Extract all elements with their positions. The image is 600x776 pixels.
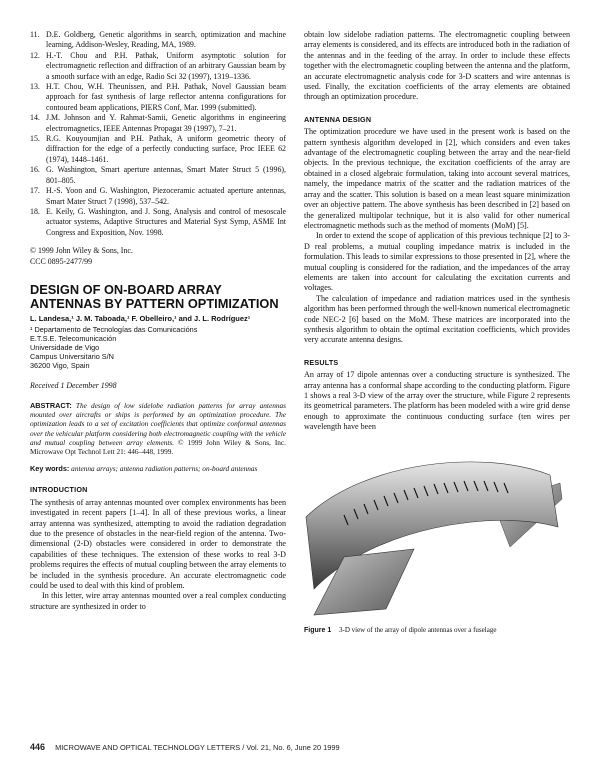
left-column bbox=[30, 30, 286, 612]
reference-number: 11. bbox=[30, 30, 40, 39]
figure-caption-text: 3-D view of the array of dipole antennas over a fuselage bbox=[338, 625, 497, 634]
reference-number: 15. bbox=[30, 134, 40, 144]
article-authors: L. Landesa,¹ J. M. Taboada,¹ F. Obelleiro,¹ and J. L. Rodríguez¹ bbox=[30, 314, 251, 324]
reference-number: 17. bbox=[30, 186, 40, 196]
reference-item bbox=[30, 51, 286, 82]
affiliation-line: E.T.S.E. Telecomunicación bbox=[30, 333, 117, 343]
reference-text: H.T. Chou, W.H. Theunissen, and P.H. Pathak, Novel Gaussian beam approach for fast synthesis of large reflector antenna configurations for contoured beam applications, PIERS Conf, Mar. 1999 (submitted). bbox=[46, 82, 286, 112]
figure-label: Figure 1 bbox=[304, 626, 332, 634]
reference-text: J.M. Johnson and Y. Rahmat-Samii, Genetic algorithms in engineering electromagnetics, IEEE Antennas Propagat 39 (1997), 7–21. bbox=[46, 113, 286, 133]
design-paragraph: The calculation of impedance and radiation matrices used in the synthesis algorithm has been performed through the well-known numerical electromagnetic code NEC-2 [6] based on the MoM. These matrices are incorporated into the synthesis algorithm to obtain the optimal excitation coefficients, which provides very accurate antenna designs. bbox=[304, 293, 570, 345]
reference-number: 16. bbox=[30, 165, 40, 175]
reference-item bbox=[30, 113, 286, 134]
introduction-paragraph: In this letter, wire array antennas mounted over a real complex conducting structure are synthesized in order to bbox=[30, 591, 286, 611]
section-heading-introduction: INTRODUCTION bbox=[30, 485, 88, 495]
reference-item bbox=[30, 134, 286, 165]
reference-item bbox=[30, 82, 286, 113]
ccc-code: CCC 0895-2477/99 bbox=[30, 256, 93, 266]
reference-number: 18. bbox=[30, 206, 40, 216]
reference-number: 12. bbox=[30, 50, 40, 60]
page-footer bbox=[30, 742, 570, 752]
keywords bbox=[30, 464, 286, 473]
reference-number: 13. bbox=[30, 82, 40, 92]
affiliation-line: Campus Universitario S/N bbox=[30, 352, 114, 362]
copyright-line: © 1999 John Wiley & Sons, Inc. bbox=[30, 246, 133, 256]
design-paragraph: The optimization procedure we have used in the present work is based on the pattern synthesis algorithm developed in [2], which considers and even takes advantage of the electromagnetic coupling between the array and the near-field objects. In the previous technique, the excitation coefficients of the array are obtained in a closed algebraic formulation, taking into account several matrices, namely, the impedance matrix of the scatter and the radiation matrices of the array and the scatter. This solution is based on a mean least square minimization over an objective pattern. The above synthesis has been described in [2] based on the generalized multipolar technique, but it is also valid for other numerical electromagnetic methods such as the method of moments (MoM) [5]. bbox=[304, 127, 570, 230]
affiliation-line: ¹ Departamento de Tecnologías das Comunicacións bbox=[30, 324, 198, 334]
abstract-citation: © 1999 John Wiley & Sons, Inc. Microwave Opt Technol Lett 21: 446–448, 1999. bbox=[30, 437, 286, 456]
reference-text: R.G. Kouyoumjian and P.H. Pathak, A uniform geometric theory of diffraction for the edge of a perfectly conducting surface, Proc IEEE 62 (1974), 1448–1461. bbox=[46, 134, 286, 164]
figure-caption bbox=[304, 625, 570, 636]
abstract-label: ABSTRACT: bbox=[30, 400, 72, 410]
reference-text: H.-S. Yoon and G. Washington, Piezoceramic actuated aperture antennas, Smart Mater Struct 7 (1998), 537–542. bbox=[46, 186, 286, 206]
affiliation bbox=[30, 325, 286, 371]
affiliation-line: 36200 Vigo, Spain bbox=[30, 361, 90, 371]
reference-list bbox=[30, 30, 286, 238]
reference-number: 14. bbox=[30, 113, 40, 123]
reference-text: E. Keily, G. Washington, and J. Song, Analysis and control of mesoscale actuator systems, Adaptive Structures and Material Syst Symp, ASME Int Congress and Exposition, Nov. 1998. bbox=[46, 206, 286, 237]
abstract-text: The design of low sidelobe radiation patterns for array antennas mounted over aircrafts or ships is performed by an optimization procedure. The optimization leads to a set of excitation coefficients that optimize conformal antennas over the vehicular platform considering both electromagnetic coupling with the vehicle and mutual coupling between array elements. bbox=[30, 400, 286, 447]
reference-item bbox=[30, 186, 286, 207]
results-paragraph: An array of 17 dipole antennas over a conducting structure is synthesized. The array antenna has a conformal shape according to the conducting platform. Figure 1 shows a real 3-D view of the array over the structure, while Figure 2 represents its geometrical parameters. The platform has been modeled with a wire grid dense enough to approximate the continuous conducting surface (ten wires per wavelength have been bbox=[304, 370, 570, 432]
abstract bbox=[30, 401, 286, 456]
keywords-text: antenna arrays; antenna radiation patterns; on-board antennas bbox=[71, 464, 258, 474]
copyright-block bbox=[30, 246, 286, 267]
reference-text: G. Washington, Smart aperture antennas, Smart Mater Struct 5 (1996), 801–805. bbox=[46, 165, 286, 185]
reference-item bbox=[30, 30, 286, 51]
affiliation-line: Universidade de Vigo bbox=[30, 342, 100, 352]
reference-text: D.E. Goldberg, Genetic algorithms in search, optimization and machine learning, Addison-Wesley, Reading, MA, 1989. bbox=[46, 30, 286, 50]
right-column bbox=[304, 30, 570, 636]
journal-citation: MICROWAVE AND OPTICAL TECHNOLOGY LETTERS / Vol. 21, No. 6, June 20 1999 bbox=[55, 743, 340, 752]
introduction-paragraph: The synthesis of array antennas mounted over complex environments has been investigated in recent papers [1–4]. In all of these previous works, a linear array antenna was synthesized, attempting to avoid the radiation degradation due to the presence of obstacles in the near-field region of the antenna. Two-dimensional (2-D) obstacles were considered in order to demonstrate the capabilities of these techniques. The extension of these works to real 3-D problems requires the effects of mutual coupling between the array elements to be included in the synthesis procedure. An accurate electromagnetic code could be used to deal with this kind of problem. bbox=[30, 497, 286, 591]
received-date: Received 1 December 1998 bbox=[30, 380, 117, 390]
figure-1 bbox=[304, 439, 564, 623]
reference-item bbox=[30, 165, 286, 186]
reference-item bbox=[30, 207, 286, 238]
keywords-label: Key words: bbox=[30, 464, 70, 474]
section-heading-antenna-design: ANTENNA DESIGN bbox=[304, 114, 372, 124]
page-number: 446 bbox=[30, 742, 46, 752]
article-title: DESIGN OF ON-BOARD ARRAY ANTENNAS BY PATTERN OPTIMIZATION bbox=[30, 281, 279, 311]
body-paragraph: obtain low sidelobe radiation patterns. The electromagnetic coupling between array elements is considered, and its effects are introduced both in the radiation of the antennas and in the feeding of the array. In order to include these effects together with the electromagnetic coupling between the antenna and the platform, an accurate electromagnetic analysis code for 3-D scatters and wire antennas is used. Finally, the excitation coefficients of the array elements are obtained through an optimization procedure. bbox=[304, 30, 570, 102]
design-paragraph: In order to extend the scope of application of this previous technique [2] to 3-D real problems, a mutual coupling impedance matrix is included in the formulation. This leads to similar expressions to those presented in [2], where the mutual coupling is considered for the radiation, and the impedances of the array elements are taken into account for calculating the excitation currents and voltages. bbox=[304, 231, 570, 293]
reference-text: H.-T. Chou and P.H. Pathak, Uniform asymptotic solution for electromagnetic reflection and diffraction of an arbitrary Gaussian beam by a smooth surface with an edge, Radio Sci 32 (1997), 1319–1336. bbox=[46, 50, 286, 81]
section-heading-results: RESULTS bbox=[304, 357, 339, 367]
fuselage-array-illustration bbox=[304, 439, 564, 623]
